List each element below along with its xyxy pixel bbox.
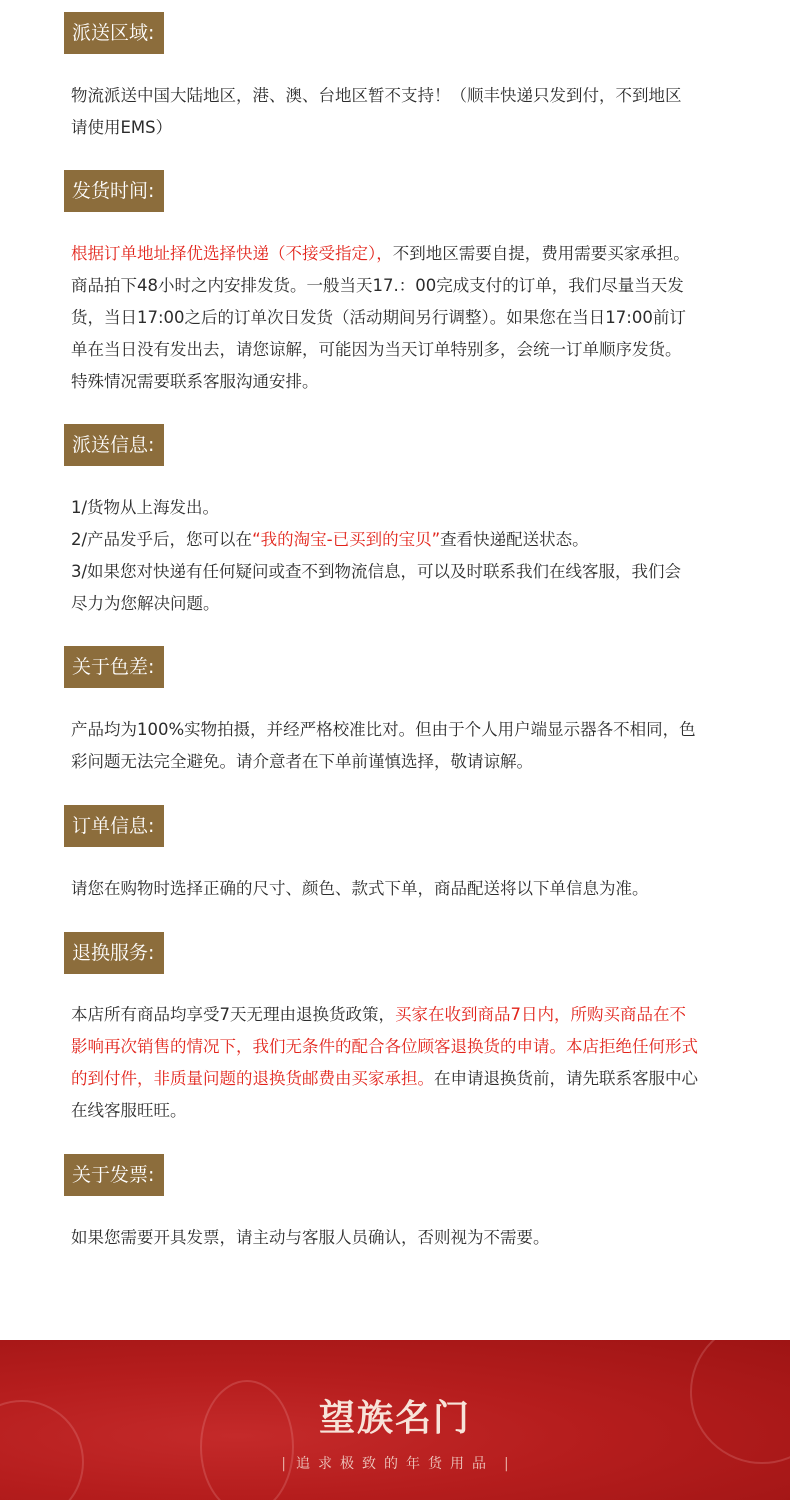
return-service-text xyxy=(71,999,743,1127)
delivery-area-text xyxy=(71,80,743,144)
text-line xyxy=(71,999,743,1031)
highlight-text: 买家在收到商品7日内，所购买商品在不 xyxy=(395,1005,686,1024)
text-line xyxy=(71,238,743,270)
text-span: 2/产品发乎后，您可以在 xyxy=(71,530,253,549)
footer-banner xyxy=(0,1340,790,1500)
section-title-order-info: 订单信息: xyxy=(64,805,164,847)
shipping-time-text xyxy=(71,238,743,398)
text-line: 商品拍下48小时之内安排发货。一般当天17.：00完成支付的订单，我们尽量当天发 xyxy=(71,276,684,295)
section-title-shipping-info: 派送信息: xyxy=(64,424,164,466)
text-span: 在申请退换货前，请先联系客服中心 xyxy=(434,1069,698,1088)
section-title-invoice: 关于发票: xyxy=(64,1154,164,1196)
text-line: 物流派送中国大陆地区，港、澳、台地区暂不支持！（顺丰快递只发到付，不到地区 xyxy=(71,86,682,105)
highlight-text-line: 影响再次销售的情况下，我们无条件的配合各位顾客退换货的申请。本店拒绝任何形式 xyxy=(71,1037,698,1056)
brand-slogan xyxy=(0,1453,790,1473)
brand-logo-text: 望族名门 xyxy=(318,1398,471,1439)
text-line: 单在当日没有发出去，请您谅解，可能因为当天订单特别多，会统一订单顺序发货。 xyxy=(71,340,682,359)
text-line: 3/如果您对快递有任何疑问或查不到物流信息，可以及时联系我们在线客服，我们会 xyxy=(71,562,682,581)
text-line: 产品均为100%实物拍摄，并经严格校准比对。但由于个人用户端显示器各不相同，色 xyxy=(71,720,696,739)
highlight-text: 的到付件，非质量问题的退换货邮费由买家承担。 xyxy=(71,1069,434,1088)
invoice-text xyxy=(71,1222,743,1254)
text-line xyxy=(71,524,743,556)
section-title-return-service: 退换服务: xyxy=(64,932,164,974)
color-difference-text xyxy=(71,714,743,778)
my-taobao-link-text: “我的淘宝-已买到的宝贝” xyxy=(252,530,441,549)
text-line: 彩问题无法完全避免。请介意者在下单前谨慎选择，敬请谅解。 xyxy=(71,752,533,771)
slogan-divider: | xyxy=(281,1456,286,1472)
text-span: 本店所有商品均享受7天无理由退换货政策， xyxy=(71,1005,395,1024)
text-line: 在线客服旺旺。 xyxy=(71,1101,187,1120)
order-info-text xyxy=(71,873,743,905)
text-line: 货，当日17:00之后的订单次日发货（活动期间另行调整）。如果您在当日17:00前订 xyxy=(71,308,686,327)
text-span: 不到地区需要自提，费用需要买家承担。 xyxy=(392,244,690,263)
slogan-divider: | xyxy=(504,1456,509,1472)
text-line: 特殊情况需要联系客服沟通安排。 xyxy=(71,372,319,391)
slogan-text: 追求极致的年货用品 xyxy=(296,1456,494,1472)
text-span: 查看快递配送状态。 xyxy=(440,530,589,549)
highlight-text: 根据订单地址择优选择快递（不接受指定）， xyxy=(71,244,393,263)
text-line xyxy=(71,1063,743,1095)
section-title-delivery-area: 派送区域: xyxy=(64,12,164,54)
section-title-color-difference: 关于色差: xyxy=(64,646,164,688)
text-line: 请使用EMS） xyxy=(71,118,173,137)
text-line: 1/货物从上海发出。 xyxy=(71,498,220,517)
text-line: 尽力为您解决问题。 xyxy=(71,594,220,613)
text-line: 请您在购物时选择正确的尺寸、颜色、款式下单，商品配送将以下单信息为准。 xyxy=(71,879,649,898)
shipping-info-text xyxy=(71,492,743,620)
text-line: 如果您需要开具发票，请主动与客服人员确认，否则视为不需要。 xyxy=(71,1228,550,1247)
section-title-shipping-time: 发货时间: xyxy=(64,170,164,212)
